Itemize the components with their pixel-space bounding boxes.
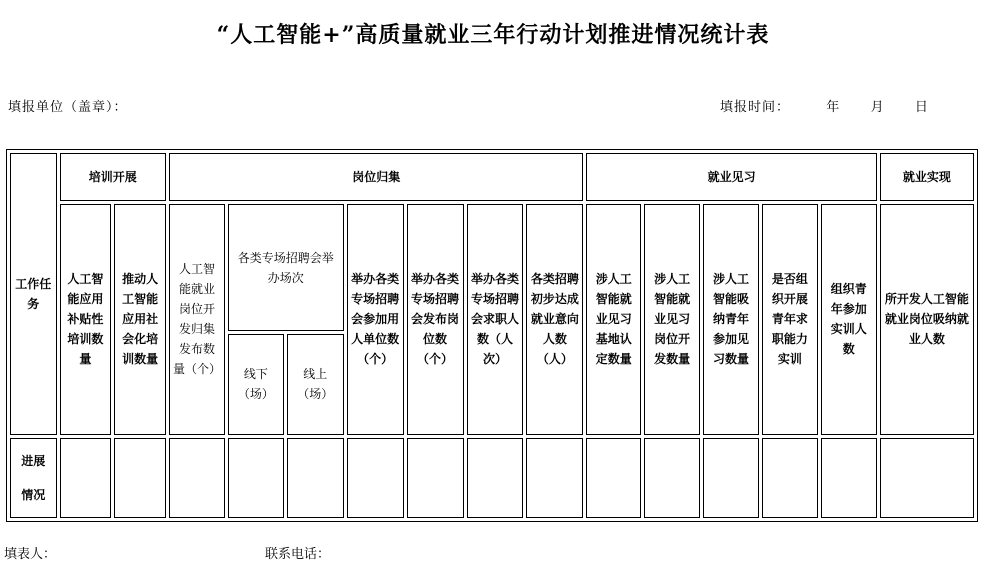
- col-ai-social-training: 推动人工智能应用社会化培训数量: [114, 204, 166, 434]
- col-fairs-online: 线上（场）: [287, 334, 344, 435]
- progress-cell-c2[interactable]: [114, 438, 166, 518]
- col-fair-positions: 举办各类专场招聘会发布岗位数（个）: [407, 204, 464, 434]
- progress-cell-c8[interactable]: [526, 438, 583, 518]
- reporting-unit-label: 填报单位（盖章）：: [8, 100, 128, 115]
- progress-cell-c14[interactable]: [880, 438, 974, 518]
- day-label: 日: [914, 100, 929, 115]
- month-label: 月: [870, 100, 885, 115]
- statistics-table: [6, 149, 978, 522]
- phone-label: 联系电话：: [265, 547, 331, 562]
- progress-cell-c13[interactable]: [821, 438, 877, 518]
- progress-cell-c4b[interactable]: [287, 438, 344, 518]
- progress-cell-c5[interactable]: [347, 438, 404, 518]
- progress-cell-c10[interactable]: [644, 438, 700, 518]
- progress-cell-c12[interactable]: [762, 438, 818, 518]
- col-ai-subsidized-training: 人工智能应用补贴性培训数量: [60, 204, 112, 434]
- col-fair-job-seekers: 举办各类专场招聘会求职人数（人次）: [467, 204, 524, 434]
- col-training-participants: 组织青年参加实训人数: [821, 204, 877, 434]
- col-internship-bases: 涉人工智能就业见习基地认定数量: [586, 204, 641, 434]
- year-label: 年: [826, 100, 841, 115]
- group-internship: 就业见习: [586, 153, 876, 201]
- progress-cell-c7[interactable]: [467, 438, 524, 518]
- col-job-skills-training: 是否组织开展青年求职能力实训: [762, 204, 818, 434]
- reporting-time-label: 填报时间：: [720, 100, 791, 115]
- row-label-progress-line1: 进展: [21, 453, 46, 468]
- group-jobs: 岗位归集: [169, 153, 583, 201]
- col-job-fairs-held: 各类专场招聘会举办场次: [228, 204, 344, 331]
- progress-cell-c1[interactable]: [60, 438, 112, 518]
- group-employment: 就业实现: [880, 153, 974, 201]
- row-label-task: 工作任务: [10, 153, 57, 435]
- row-label-progress-line2: 情况: [21, 487, 46, 502]
- reporting-time: [720, 96, 929, 115]
- group-training: 培训开展: [60, 153, 166, 201]
- progress-cell-c9[interactable]: [586, 438, 641, 518]
- page-title: “人工智能+”高质量就业三年行动计划推进情况统计表: [216, 22, 770, 48]
- col-fair-employers: 举办各类专场招聘会参加用人单位数（个）: [347, 204, 404, 434]
- col-fairs-offline: 线下（场）: [228, 334, 284, 435]
- col-ai-jobs-employment: 所开发人工智能就业岗位吸纳就业人数: [880, 204, 974, 434]
- progress-cell-c6[interactable]: [407, 438, 464, 518]
- filler-label: 填表人：: [4, 547, 57, 562]
- progress-cell-c3[interactable]: [169, 438, 225, 518]
- col-employment-intentions: 各类招聘初步达成就业意向人数（人）: [526, 204, 583, 434]
- row-label-progress: [10, 438, 57, 518]
- progress-cell-c11[interactable]: [703, 438, 759, 518]
- progress-cell-c4a[interactable]: [228, 438, 284, 518]
- col-ai-jobs-published: 人工智能就业岗位开发归集发布数量（个）: [169, 204, 225, 434]
- col-youth-interns: 涉人工智能吸纳青年参加见习数量: [703, 204, 759, 434]
- col-internship-positions: 涉人工智能就业见习岗位开发数量: [644, 204, 700, 434]
